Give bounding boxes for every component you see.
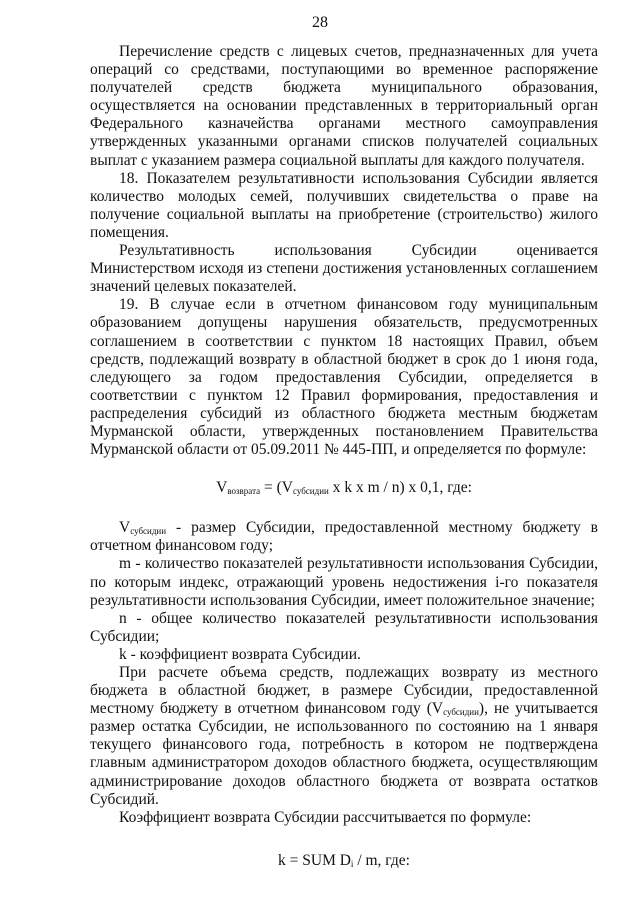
paragraph-19: 19. В случае если в отчетном финансовом году муниципальным образованием допущены нарушения обязательств, предусмотренных соглашением в соответствии с пунктом 18 настоящих Правил, объем средств, подлежащий возврату в областной бюджет в срок до 1 июня года, следующего за годом предоставления Субсидии, определяется в соответствии с пунктом 12 Правил формирования, предоставления и распределения субсидий из областного бюджета местным бюджетам Мурманской области, утвержденных постановлением Правительства Мурманской области от 05.09.2011 № 445-ПП, и определяется по формуле: (90, 296, 598, 459)
paragraph-effectiveness: Результативность использования Субсидии оценивается Министерством исходя из степени достижения установленных соглашением значений целевых показателей. (90, 242, 598, 296)
formula-return-volume: $V_{возврата} = (V_{субсидии}$ x k x m / n) x 0,1, где: (216, 479, 472, 497)
paragraph-calculation-note: При расчете объема средств, подлежащих возврату из местного бюджета в областной бюджет, в размере Субсидии, предоставленной местному бюджету в отчетном финансовом году $(V_{субсидии})$, не учитывается размер остатка Субсидии, не использованного по состоянию на 1 января текущего финансового года, потребность в котором не подтверждена главным администратором доходов областного бюджета, осуществляющим администрирование доходов областного бюджета от возврата остатков Субсидий. (90, 664, 598, 808)
definition-k: k - коэффициент возврата Субсидии. (119, 645, 361, 663)
paragraph-coefficient-intro: Коэффициент возврата Субсидии рассчитывается по формуле: (119, 808, 532, 826)
paragraph-transfer-funds: Перечисление средств с лицевых счетов, предназначенных для учета операций со средствами, поступающими во временное распоряжение получателей средств бюджета муниципального образования, осуществляется на основании представленных в территориальный орган Федерального казначейства органами местного самоуправления утвержденных указанными органами списков получателей социальных выплат с указанием размера социальной выплаты для каждого получателя. (90, 43, 598, 169)
page-number: 28 (312, 14, 328, 31)
definition-n: n - общее количество показателей результативности использования Субсидии; (90, 609, 598, 645)
document-body (90, 38, 598, 870)
definition-m: m - количество показателей результативности использования Субсидии, по которым индекс, отражающий уровень недостижения i-го показателя результативности использования Субсидии, имеет положительное значение; (90, 555, 598, 609)
definition-v-subsidii: $V_{субсидии}$ - размер Субсидии, предоставленной местному бюджету в отчетном финансовом году; (90, 519, 598, 555)
paragraph-18: 18. Показателем результативности использования Субсидии является количество молодых семей, получивших свидетельства о праве на получение социальной выплаты на приобретение (строительство) жилого помещения. (90, 169, 598, 241)
formula-coefficient: k = SUM $D_i$ / m, где: (278, 851, 410, 869)
